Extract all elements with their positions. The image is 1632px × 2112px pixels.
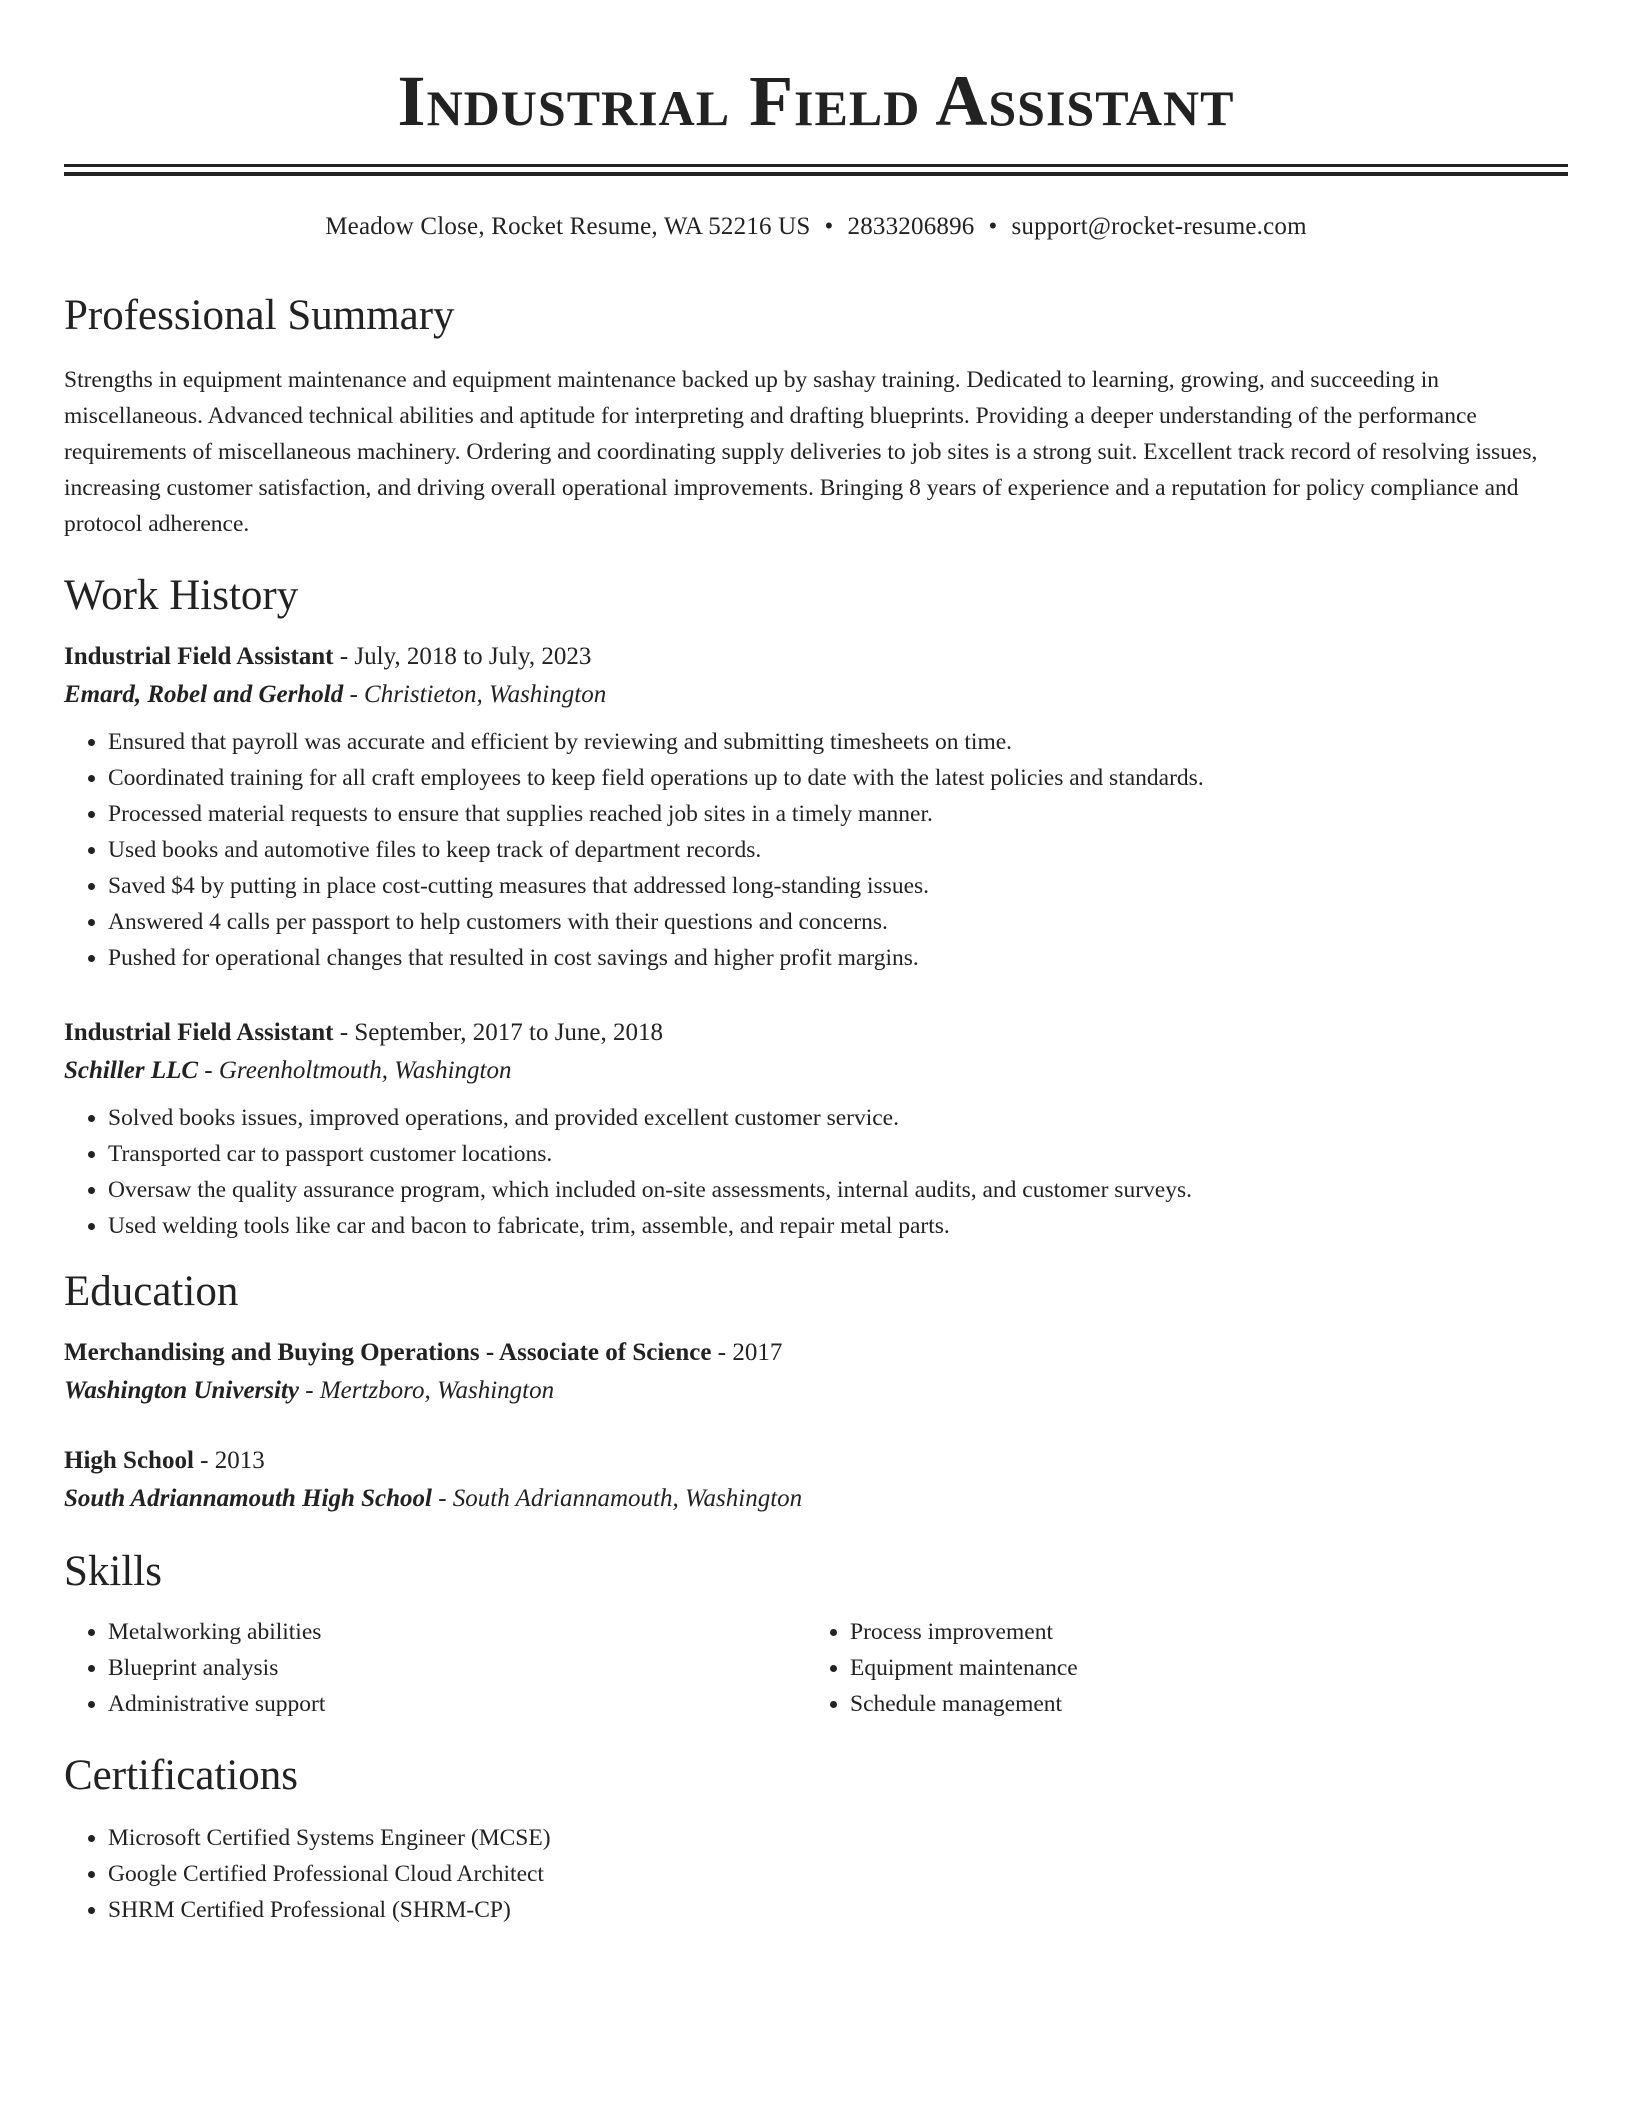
- list-item: • Used welding tools like car and bacon to fabricate, trim, assemble, and repair metal parts.: [108, 1208, 1568, 1244]
- education-entry: [64, 1442, 1568, 1518]
- job-entry: [64, 1014, 1568, 1244]
- job-location: - Greenholtmouth, Washington: [198, 1057, 512, 1084]
- education-header: [64, 1334, 1568, 1372]
- list-item: • Blueprint analysis: [108, 1650, 806, 1686]
- education-entry: [64, 1334, 1568, 1410]
- section-title-work-history: Work History: [64, 572, 299, 619]
- list-item: • Metalworking abilities: [108, 1614, 806, 1650]
- job-bullets: [64, 724, 1568, 976]
- section-title-certifications: Certifications: [64, 1752, 299, 1799]
- education-year: - 2013: [193, 1447, 265, 1474]
- list-item: • Saved $4 by putting in place cost-cutting measures that addressed long-standing issues.: [108, 868, 1568, 904]
- job-title: Industrial Field Assistant: [64, 643, 334, 670]
- list-item: • Used books and automotive files to keep track of department records.: [108, 832, 1568, 868]
- education-year: - 2017: [711, 1339, 783, 1366]
- list-item: • SHRM Certified Professional (SHRM-CP): [108, 1892, 1568, 1928]
- section-title-skills: Skills: [64, 1548, 162, 1595]
- education-degree: Merchandising and Buying Operations - Associate of Science: [64, 1339, 712, 1366]
- job-bullets: [64, 1100, 1568, 1244]
- contact-line: [64, 210, 1568, 244]
- list-item: • Administrative support: [108, 1686, 806, 1722]
- list-item: • Oversaw the quality assurance program, which included on-site assessments, internal audits, and customer surveys.: [108, 1172, 1568, 1208]
- list-item: • Processed material requests to ensure that supplies reached job sites in a timely manner.: [108, 796, 1568, 832]
- header-divider: [64, 164, 1568, 176]
- education-degree: High School: [64, 1447, 194, 1474]
- job-dates: - September, 2017 to June, 2018: [333, 1019, 664, 1046]
- job-title: Industrial Field Assistant: [64, 1019, 334, 1046]
- job-company-line: [64, 676, 1568, 714]
- list-item: • Pushed for operational changes that resulted in cost savings and higher profit margins.: [108, 940, 1568, 976]
- contact-address: Meadow Close, Rocket Resume, WA 52216 US: [325, 213, 811, 240]
- contact-separator: •: [988, 213, 998, 240]
- list-item: • Equipment maintenance: [850, 1650, 1568, 1686]
- list-item: • Coordinated training for all craft employees to keep field operations up to date with the latest policies and standards.: [108, 760, 1568, 796]
- education-school-line: [64, 1480, 1568, 1518]
- job-header: [64, 638, 1568, 676]
- education-location: - Mertzboro, Washington: [299, 1377, 555, 1404]
- list-item: • Schedule management: [850, 1686, 1568, 1722]
- list-item: • Answered 4 calls per passport to help customers with their questions and concerns.: [108, 904, 1568, 940]
- job-header: [64, 1014, 1568, 1052]
- contact-phone: 2833206896: [847, 213, 975, 240]
- education-school: Washington University: [64, 1377, 299, 1404]
- education-school-line: [64, 1372, 1568, 1410]
- summary-text: Strengths in equipment maintenance and equipment maintenance backed up by sashay training. Dedicated to learning, growing, and succeeding in miscellaneous. Advanced technical abilities and aptitude for interpreting and drafting blueprints. Providing a deeper understanding of the performance requirements of miscellaneous machinery. Ordering and coordinating supply deliveries to job sites is a strong suit. Excellent track record of resolving issues, increasing customer satisfaction, and driving overall operational improvements. Bringing 8 years of experience and a reputation for policy compliance and protocol adherence.: [64, 367, 1538, 537]
- job-location: - Christieton, Washington: [343, 681, 607, 708]
- education-school: South Adriannamouth High School: [64, 1485, 432, 1512]
- skills-list-left: [64, 1614, 806, 1722]
- list-item: • Process improvement: [850, 1614, 1568, 1650]
- list-item: • Microsoft Certified Systems Engineer (MCSE): [108, 1820, 1568, 1856]
- education-location: - South Adriannamouth, Washington: [431, 1485, 803, 1512]
- skills-grid: [64, 1614, 1568, 1722]
- section-title-summary: Professional Summary: [64, 292, 455, 339]
- job-company: Schiller LLC: [64, 1057, 199, 1084]
- list-item: • Solved books issues, improved operations, and provided excellent customer service.: [108, 1100, 1568, 1136]
- job-company-line: [64, 1052, 1568, 1090]
- candidate-name: Industrial Field Assistant: [397, 61, 1235, 141]
- certifications-list: [64, 1820, 1568, 1928]
- list-item: • Google Certified Professional Cloud Architect: [108, 1856, 1568, 1892]
- job-company: Emard, Robel and Gerhold: [64, 681, 344, 708]
- list-item: • Ensured that payroll was accurate and efficient by reviewing and submitting timesheets on time.: [108, 724, 1568, 760]
- job-dates: - July, 2018 to July, 2023: [333, 643, 592, 670]
- list-item: • Transported car to passport customer locations.: [108, 1136, 1568, 1172]
- section-title-education: Education: [64, 1268, 239, 1315]
- education-header: [64, 1442, 1568, 1480]
- job-entry: [64, 638, 1568, 976]
- skills-list-right: [806, 1614, 1568, 1722]
- contact-separator: •: [824, 213, 834, 240]
- contact-email: support@rocket-resume.com: [1011, 213, 1307, 240]
